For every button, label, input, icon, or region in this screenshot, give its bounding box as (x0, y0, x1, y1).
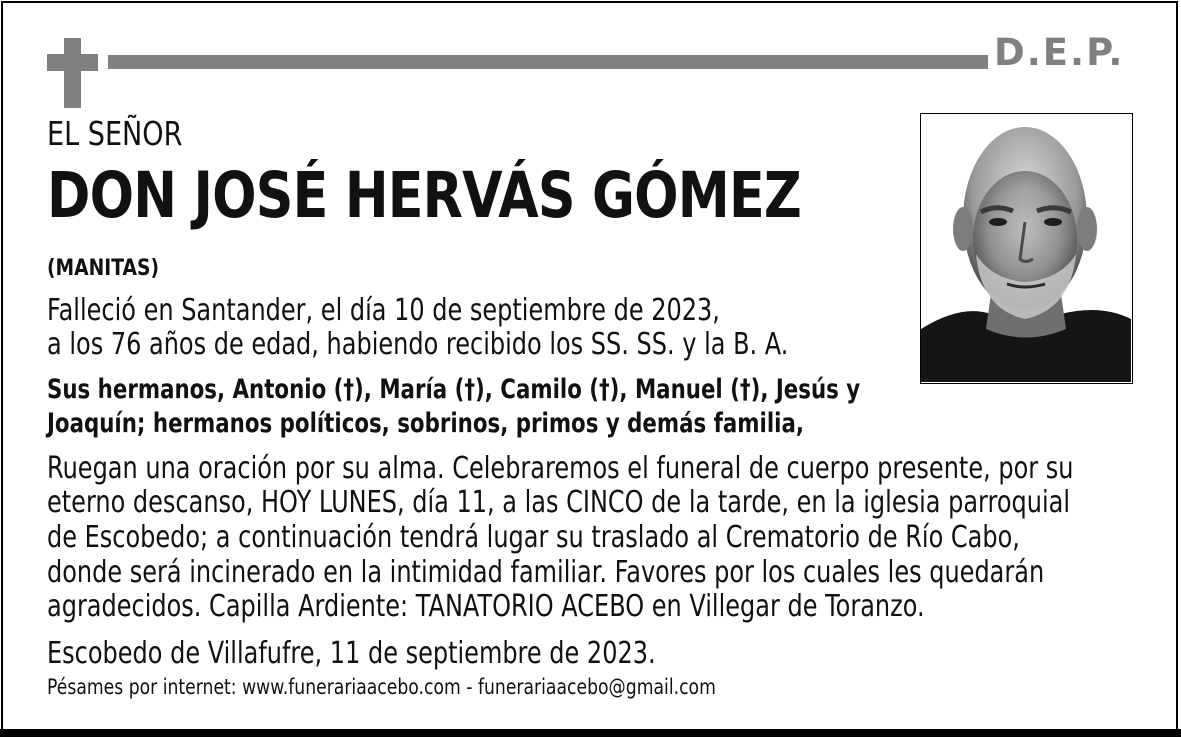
deceased-name: DON JOSÉ HERVÁS GÓMEZ (47, 159, 801, 232)
deceased-photo (920, 113, 1133, 384)
body-line: Ruegan una oración por su alma. Celebraremos el funeral de cuerpo presente, por su (47, 451, 1074, 486)
bottom-border (0, 729, 1181, 737)
family-line: Sus hermanos, Antonio (†), María (†), Camilo (†), Manuel (†), Jesús y (47, 374, 861, 405)
death-line: Falleció en Santander, el día 10 de septiembre de 2023, (47, 293, 720, 328)
body-line: eterno descanso, HOY LUNES, día 11, a las CINCO de la tarde, en la iglesia parroquial (47, 485, 1070, 520)
body-line: donde será incinerado en la intimidad familiar. Favores por los cuales les quedarán (47, 555, 1045, 590)
dep-heading: D.E.P. (994, 31, 1125, 74)
place-date: Escobedo de Villafufre, 11 de septiembre de 2023. (47, 636, 656, 671)
cross-icon (64, 38, 81, 108)
nickname: (MANITAS) (47, 256, 160, 281)
header-rule (108, 55, 988, 69)
condolences-line: Pésames por internet: www.funerariaacebo.com - funerariaacebo@gmail.com (47, 675, 716, 699)
body-line: de Escobedo; a continuación tendrá lugar su traslado al Crematorio de Río Cabo, (47, 520, 1020, 555)
family-line: Joaquín; hermanos políticos, sobrinos, primos y demás familia, (47, 408, 804, 439)
body-line: agradecidos. Capilla Ardiente: TANATORIO ACEBO en Villegar de Toranzo. (47, 589, 925, 624)
portrait-image (921, 114, 1131, 382)
title-prefix: EL SEÑOR (47, 114, 183, 153)
death-line: a los 76 años de edad, habiendo recibido los SS. SS. y la B. A. (47, 327, 789, 362)
cross-icon-bar (47, 54, 98, 71)
